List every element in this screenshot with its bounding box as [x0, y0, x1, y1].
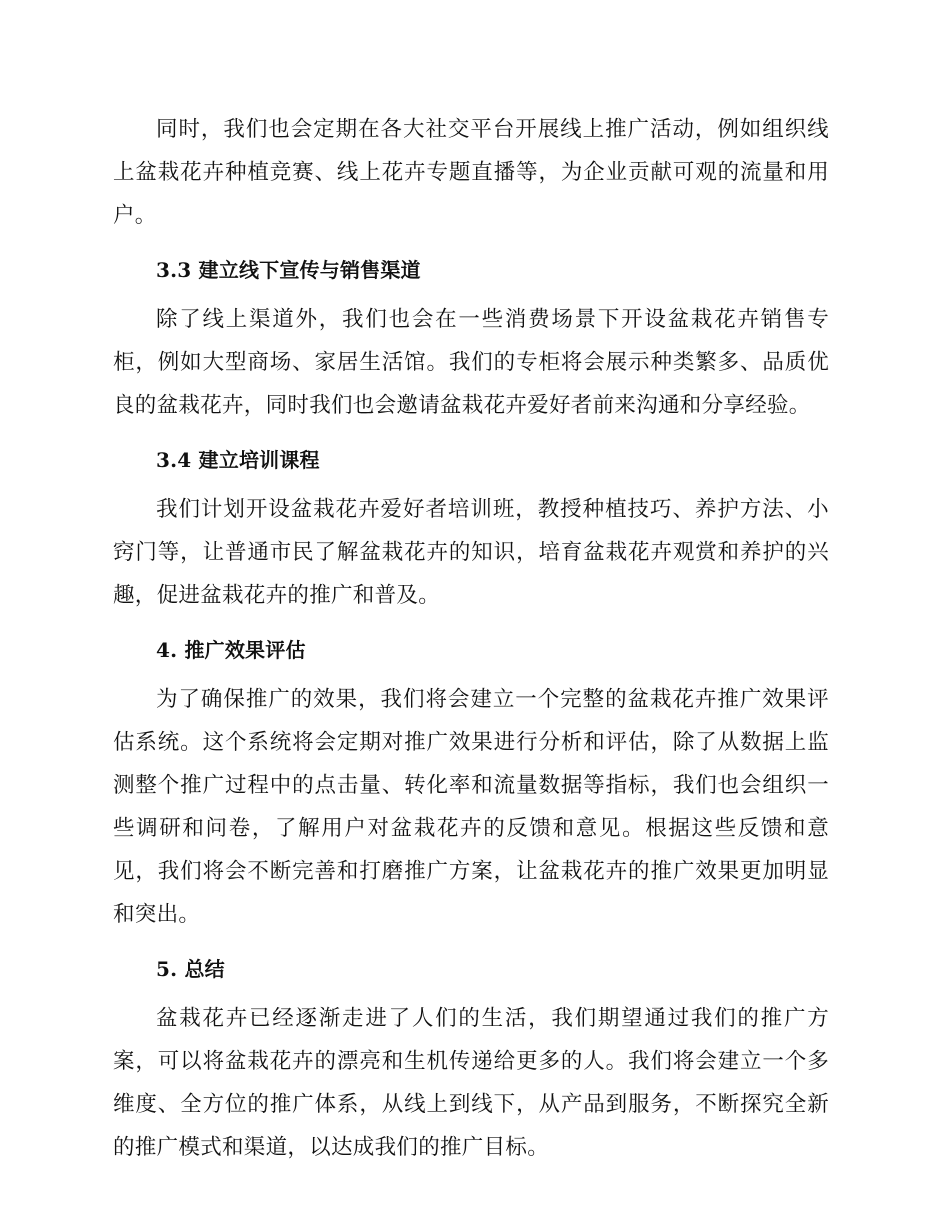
paragraph-effect-evaluation: 为了确保推广的效果，我们将会建立一个完整的盆栽花卉推广效果评估系统。这个系统将会定期对推广效果进行分析和评估，除了从数据上监测整个推广过程中的点击量、转化率和流量数据等指标，我们也会组织一些调研和问卷，了解用户对盆栽花卉的反馈和意见。根据这些反馈和意见，我们将会不断完善和打磨推广方案，让盆栽花卉的推广效果更加明显和突出。 — [113, 687, 829, 927]
paragraph-summary: 盆栽花卉已经逐渐走进了人们的生活，我们期望通过我们的推广方案，可以将盆栽花卉的漂亮和生机传递给更多的人。我们将会建立一个多维度、全方位的推广体系，从线上到线下，从产品到服务，不断探究全新的推广模式和渠道，以达成我们的推广目标。 — [113, 1006, 829, 1160]
heading-3-4: 3.4 建立培训课程 — [156, 448, 320, 472]
paragraph-online-promotion: 同时，我们也会定期在各大社交平台开展线上推广活动，例如组织线上盆栽花卉种植竞赛、线上花卉专题直播等，为企业贡献可观的流量和用户。 — [113, 117, 829, 228]
paragraph-training-courses: 我们计划开设盆栽花卉爱好者培训班，教授种植技巧、养护方法、小窍门等，让普通市民了解盆栽花卉的知识，培育盆栽花卉观赏和养护的兴趣，促进盆栽花卉的推广和普及。 — [113, 497, 829, 608]
heading-5: 5. 总结 — [156, 957, 225, 981]
paragraph-offline-channels: 除了线上渠道外，我们也会在一些消费场景下开设盆栽花卉销售专柜，例如大型商场、家居生活馆。我们的专柜将会展示种类繁多、品质优良的盆栽花卉，同时我们也会邀请盆栽花卉爱好者前来沟通和分享经验。 — [113, 307, 829, 418]
heading-3-3: 3.3 建立线下宣传与销售渠道 — [156, 258, 421, 282]
heading-4: 4. 推广效果评估 — [156, 638, 306, 662]
document-body — [113, 108, 829, 1169]
